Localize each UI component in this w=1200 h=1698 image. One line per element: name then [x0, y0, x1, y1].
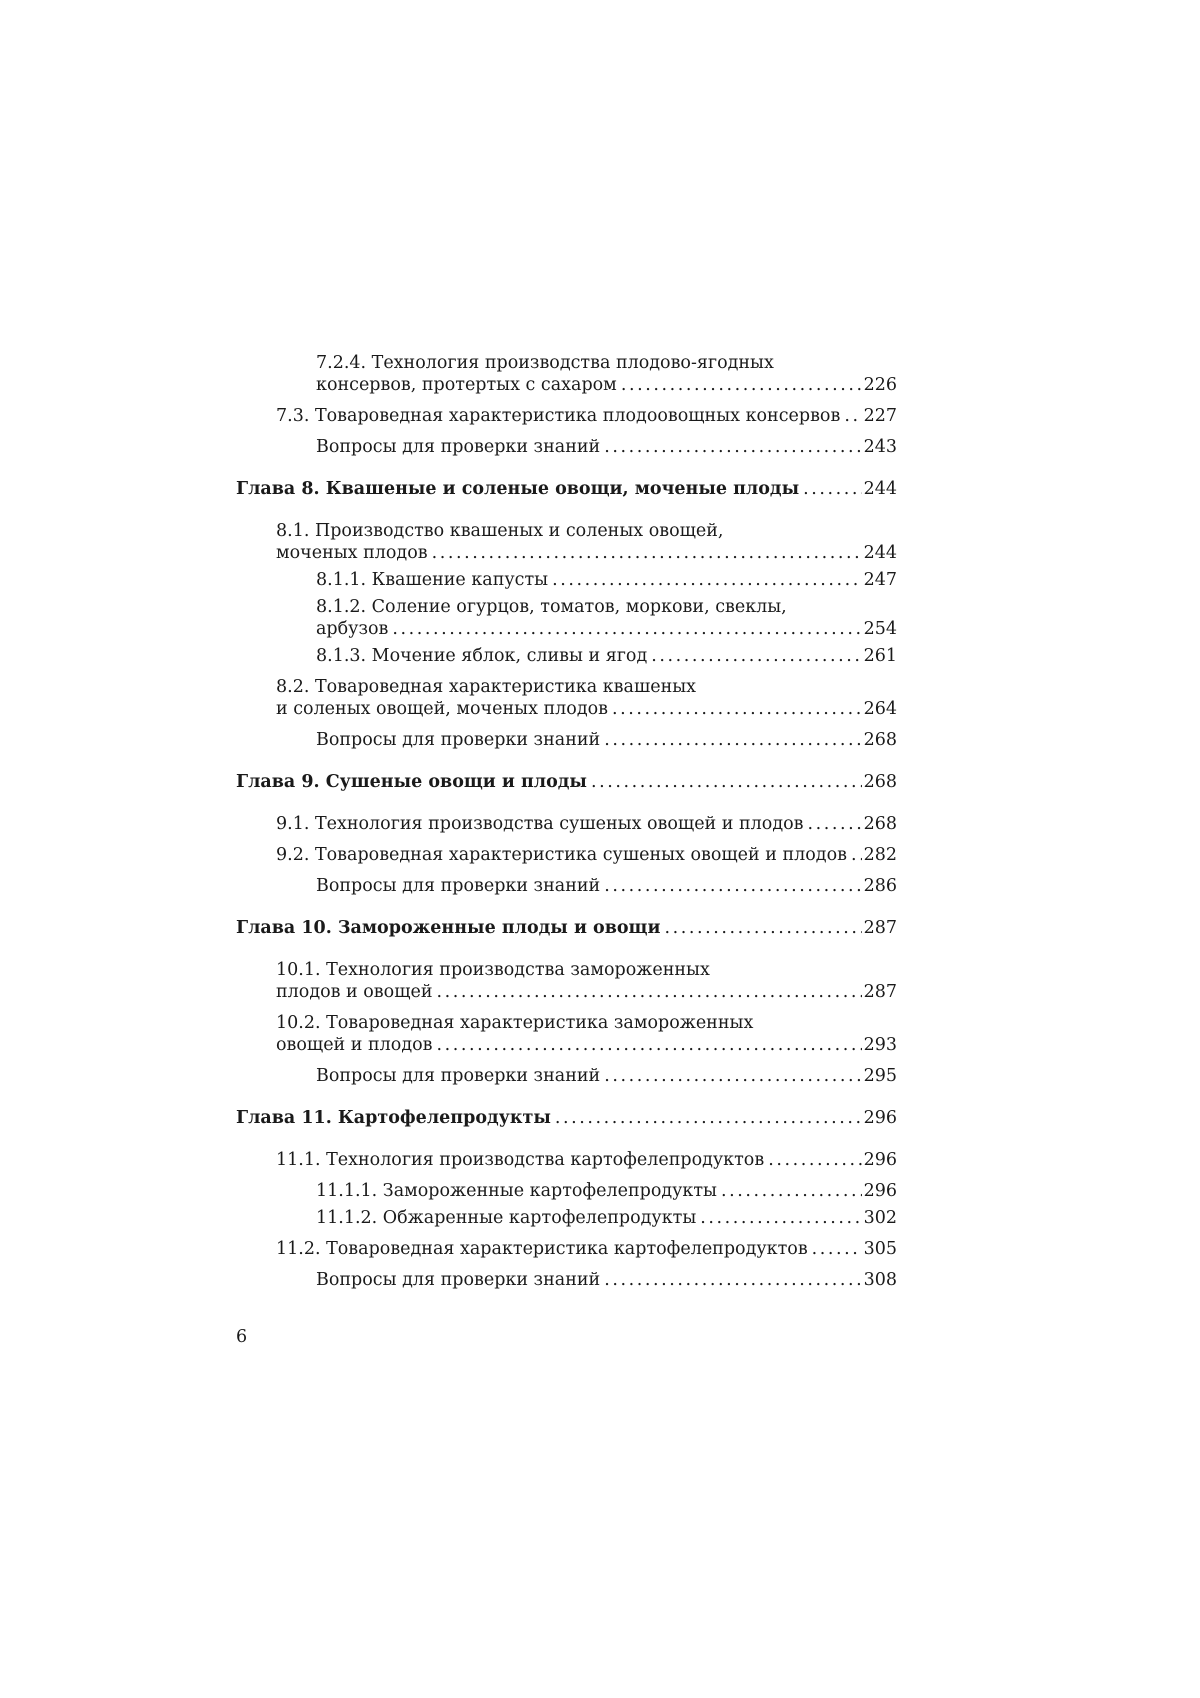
- toc-entry-title: 11.1.1. Замороженные картофелепродукты: [316, 1181, 717, 1201]
- toc-page-number: 247: [863, 570, 897, 590]
- dot-leader: [604, 875, 861, 897]
- toc-page-number: 268: [863, 814, 897, 834]
- dot-leader: [803, 478, 861, 500]
- dot-leader: [807, 813, 861, 835]
- dot-leader: [604, 729, 861, 751]
- toc-entry: [276, 813, 897, 835]
- toc-page-number: 302: [863, 1208, 897, 1228]
- toc-page-number: 296: [863, 1181, 897, 1201]
- dot-leader: [604, 436, 861, 458]
- toc-page-number: 261: [863, 646, 897, 666]
- dot-leader: [552, 569, 861, 591]
- toc-entry: [316, 1065, 897, 1087]
- toc-entry-title-line: 8.2. Товароведная характеристика квашеных: [276, 677, 697, 697]
- toc-entry-title: 11.1. Технология производства картофелепродуктов: [276, 1150, 765, 1170]
- toc-page-number: 308: [863, 1270, 897, 1290]
- toc-entry-title: Глава 11. Картофелепродукты: [236, 1108, 551, 1128]
- toc-chapter-entry: [236, 478, 897, 500]
- toc-entry: [276, 676, 897, 720]
- dot-leader: [436, 1034, 861, 1056]
- toc-entry-title: моченых плодов: [276, 543, 428, 563]
- toc-page-number: 226: [863, 375, 897, 395]
- toc-page-number: 286: [863, 876, 897, 896]
- toc-entry-title-line: 7.2.4. Технология производства плодово-ягодных: [316, 353, 774, 373]
- dot-leader: [591, 771, 862, 793]
- toc-entry-title: плодов и овощей: [276, 982, 433, 1002]
- toc-entry-title: консервов, протертых с сахаром: [316, 375, 617, 395]
- toc-entry-title: Вопросы для проверки знаний: [316, 1066, 601, 1086]
- toc-page-number: 293: [863, 1035, 897, 1055]
- toc-entry-title: арбузов: [316, 619, 389, 639]
- toc-entry: [316, 596, 897, 640]
- toc-page-number: 227: [863, 406, 897, 426]
- toc-page-number: 244: [863, 479, 897, 499]
- page-number: 6: [236, 1327, 248, 1347]
- toc-entry: [276, 844, 897, 866]
- toc-entry-title-line: 8.1.2. Соление огурцов, томатов, моркови, свеклы,: [316, 597, 787, 617]
- dot-leader: [612, 698, 862, 720]
- toc-entry: [316, 1180, 897, 1202]
- toc-page-number: 296: [863, 1150, 897, 1170]
- dot-leader: [436, 981, 861, 1003]
- toc-entry-title: 8.1.1. Квашение капусты: [316, 570, 549, 590]
- toc-entry: [316, 729, 897, 751]
- dot-leader: [721, 1180, 862, 1202]
- toc-entry: [276, 405, 897, 427]
- toc-page-number: 287: [863, 982, 897, 1002]
- toc-entry-title-line: 10.2. Товароведная характеристика замороженных: [276, 1013, 754, 1033]
- toc-entry: [316, 569, 897, 591]
- toc-page-number: 264: [863, 699, 897, 719]
- toc-page-number: 254: [863, 619, 897, 639]
- toc-entry-title: 7.3. Товароведная характеристика плодоовощных консервов: [276, 406, 841, 426]
- toc-page-number: 305: [863, 1239, 897, 1259]
- toc-page-number: 244: [863, 543, 897, 563]
- dot-leader: [555, 1107, 862, 1129]
- toc-entry-title: Вопросы для проверки знаний: [316, 437, 601, 457]
- toc-entry: [276, 1149, 897, 1171]
- toc-entry-title: 11.2. Товароведная характеристика картофелепродуктов: [276, 1239, 808, 1259]
- toc-page-number: 282: [863, 845, 897, 865]
- dot-leader: [700, 1207, 861, 1229]
- toc-page-number: 243: [863, 437, 897, 457]
- toc-entry: [276, 959, 897, 1003]
- dot-leader: [664, 917, 861, 939]
- dot-leader: [392, 618, 861, 640]
- dot-leader: [604, 1065, 861, 1087]
- toc-entry-title-line: 10.1. Технология производства замороженных: [276, 960, 710, 980]
- toc-entry-title: 9.2. Товароведная характеристика сушеных овощей и плодов: [276, 845, 847, 865]
- toc-entry-title: Глава 9. Сушеные овощи и плоды: [236, 772, 587, 792]
- toc-entry-title: Вопросы для проверки знаний: [316, 1270, 601, 1290]
- dot-leader: [432, 542, 862, 564]
- toc-entry-title-line: 8.1. Производство квашеных и соленых овощей,: [276, 521, 724, 541]
- toc-entry-title: 8.1.3. Мочение яблок, сливы и ягод: [316, 646, 648, 666]
- toc-chapter-entry: [236, 1107, 897, 1129]
- dot-leader: [768, 1149, 861, 1171]
- toc-entry: [316, 352, 897, 396]
- toc-entry-title: Вопросы для проверки знаний: [316, 730, 601, 750]
- toc-entry: [276, 1012, 897, 1056]
- dot-leader: [851, 844, 862, 866]
- dot-leader: [812, 1238, 862, 1260]
- toc-entry-title: Глава 8. Квашеные и соленые овощи, моченые плоды: [236, 479, 800, 499]
- toc-chapter-entry: [236, 771, 897, 793]
- toc-entry: [316, 645, 897, 667]
- toc-entry-title: Вопросы для проверки знаний: [316, 876, 601, 896]
- toc-page-number: 295: [863, 1066, 897, 1086]
- toc-page-number: 268: [863, 772, 897, 792]
- toc-entry-title: Глава 10. Замороженные плоды и овощи: [236, 918, 661, 938]
- table-of-contents: [236, 352, 897, 1291]
- toc-page-number: 268: [863, 730, 897, 750]
- dot-leader: [604, 1269, 861, 1291]
- toc-entry-title: овощей и плодов: [276, 1035, 433, 1055]
- dot-leader: [651, 645, 861, 667]
- toc-entry-title: 9.1. Технология производства сушеных овощей и плодов: [276, 814, 804, 834]
- toc-entry: [276, 520, 897, 564]
- toc-entry: [316, 1207, 897, 1229]
- toc-page-number: 287: [863, 918, 897, 938]
- toc-entry: [316, 436, 897, 458]
- toc-entry-title: и соленых овощей, моченых плодов: [276, 699, 608, 719]
- toc-entry: [316, 1269, 897, 1291]
- toc-page-number: 296: [863, 1108, 897, 1128]
- toc-entry: [276, 1238, 897, 1260]
- toc-entry: [316, 875, 897, 897]
- dot-leader: [621, 374, 862, 396]
- toc-entry-title: 11.1.2. Обжаренные картофелепродукты: [316, 1208, 697, 1228]
- dot-leader: [844, 405, 861, 427]
- toc-chapter-entry: [236, 917, 897, 939]
